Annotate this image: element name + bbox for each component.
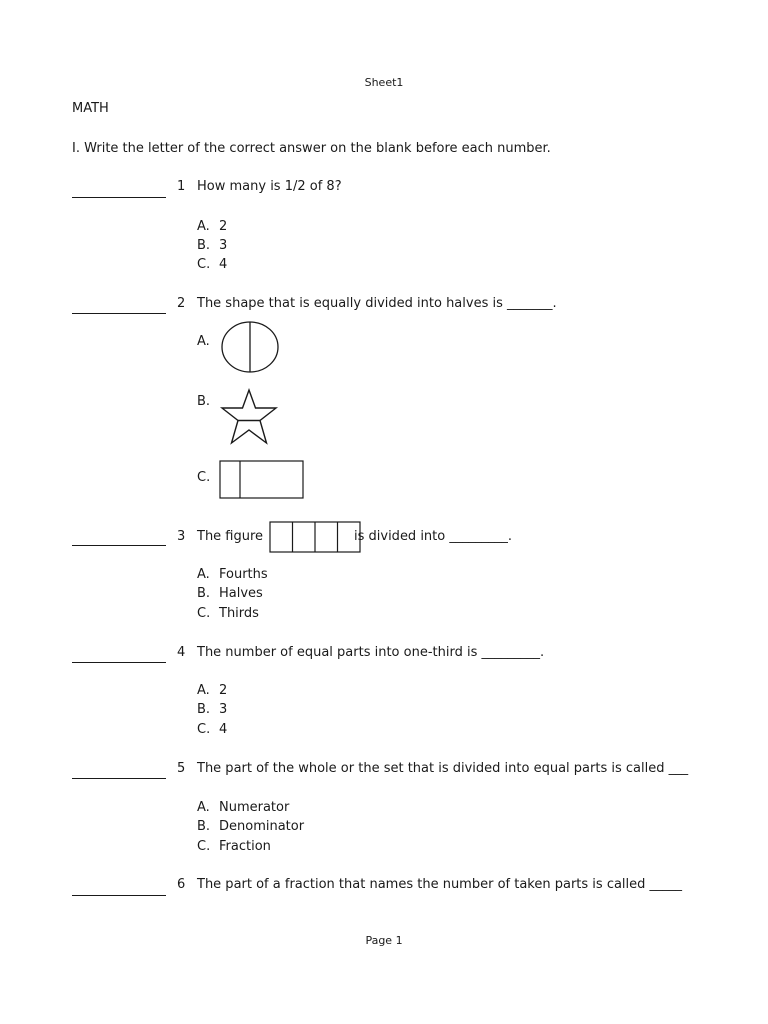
answer-blank-2[interactable] (72, 313, 166, 314)
choice-letter: A. (197, 219, 210, 234)
choice-4-a (197, 683, 227, 698)
choice-text: 4 (219, 257, 228, 272)
question-text-4: The number of equal parts into one-third is _________. (197, 645, 545, 660)
rectangle-unequal-figure (219, 460, 305, 500)
choice-3-c (197, 606, 259, 621)
question-text-2: The shape that is equally divided into halves is _______. (197, 296, 557, 311)
choice-letter: C. (197, 257, 211, 272)
answer-blank-3[interactable] (72, 545, 166, 546)
choice-text: 2 (219, 219, 228, 234)
question-text-3b: is divided into _________. (354, 529, 512, 544)
choice-text: Numerator (219, 800, 290, 815)
circle-halved-figure (219, 319, 281, 375)
choice-text: 3 (219, 702, 228, 717)
choice-letter: C. (197, 722, 211, 737)
choice-text: Halves (219, 586, 263, 601)
subject-title: MATH (72, 101, 109, 116)
choice-5-a (197, 800, 289, 815)
choice-2-c (197, 470, 219, 485)
choice-3-b (197, 586, 263, 601)
choice-text: Denominator (219, 819, 305, 834)
choice-3-a (197, 567, 268, 582)
choice-text: Fourths (219, 567, 268, 582)
choice-letter: A. (197, 334, 210, 349)
question-number-1: 1 (177, 179, 186, 194)
choice-5-c (197, 839, 271, 854)
choice-1-c (197, 257, 227, 272)
question-text-1: How many is 1/2 of 8? (197, 179, 342, 194)
choice-1-b (197, 238, 227, 253)
question-text-5: The part of the whole or the set that is divided into equal parts is called ___ (197, 761, 689, 776)
question-text-3a: The figure (197, 529, 264, 544)
choice-letter: B. (197, 702, 211, 717)
question-number-6: 6 (177, 877, 186, 892)
question-text-6: The part of a fraction that names the number of taken parts is called _____ (197, 877, 683, 892)
choice-text: 4 (219, 722, 228, 737)
star-divided-figure (218, 386, 280, 448)
choice-2-a (197, 334, 219, 349)
choice-5-b (197, 819, 304, 834)
choice-text: Thirds (219, 606, 259, 621)
choice-4-c (197, 722, 227, 737)
answer-blank-4[interactable] (72, 662, 166, 663)
choice-letter: B. (197, 586, 211, 601)
rectangle-four-parts-figure (269, 521, 362, 554)
choice-letter: A. (197, 683, 210, 698)
choice-letter: C. (197, 839, 211, 854)
choice-text: 3 (219, 238, 228, 253)
question-number-5: 5 (177, 761, 186, 776)
question-number-3: 3 (177, 529, 186, 544)
choice-letter: A. (197, 567, 210, 582)
instructions: I. Write the letter of the correct answer on the blank before each number. (72, 141, 551, 156)
question-number-2: 2 (177, 296, 186, 311)
choice-letter: B. (197, 394, 211, 409)
choice-text: 2 (219, 683, 228, 698)
choice-text: Fraction (219, 839, 271, 854)
choice-letter: A. (197, 800, 210, 815)
sheet-header: Sheet1 (364, 76, 404, 89)
choice-letter: B. (197, 819, 211, 834)
choice-letter: C. (197, 470, 211, 485)
question-number-4: 4 (177, 645, 186, 660)
answer-blank-1[interactable] (72, 197, 166, 198)
choice-letter: C. (197, 606, 211, 621)
choice-2-b (197, 394, 219, 409)
answer-blank-5[interactable] (72, 778, 166, 779)
choice-letter: B. (197, 238, 211, 253)
answer-blank-6[interactable] (72, 895, 166, 896)
choice-1-a (197, 219, 227, 234)
page-footer: Page 1 (365, 934, 403, 947)
choice-4-b (197, 702, 227, 717)
